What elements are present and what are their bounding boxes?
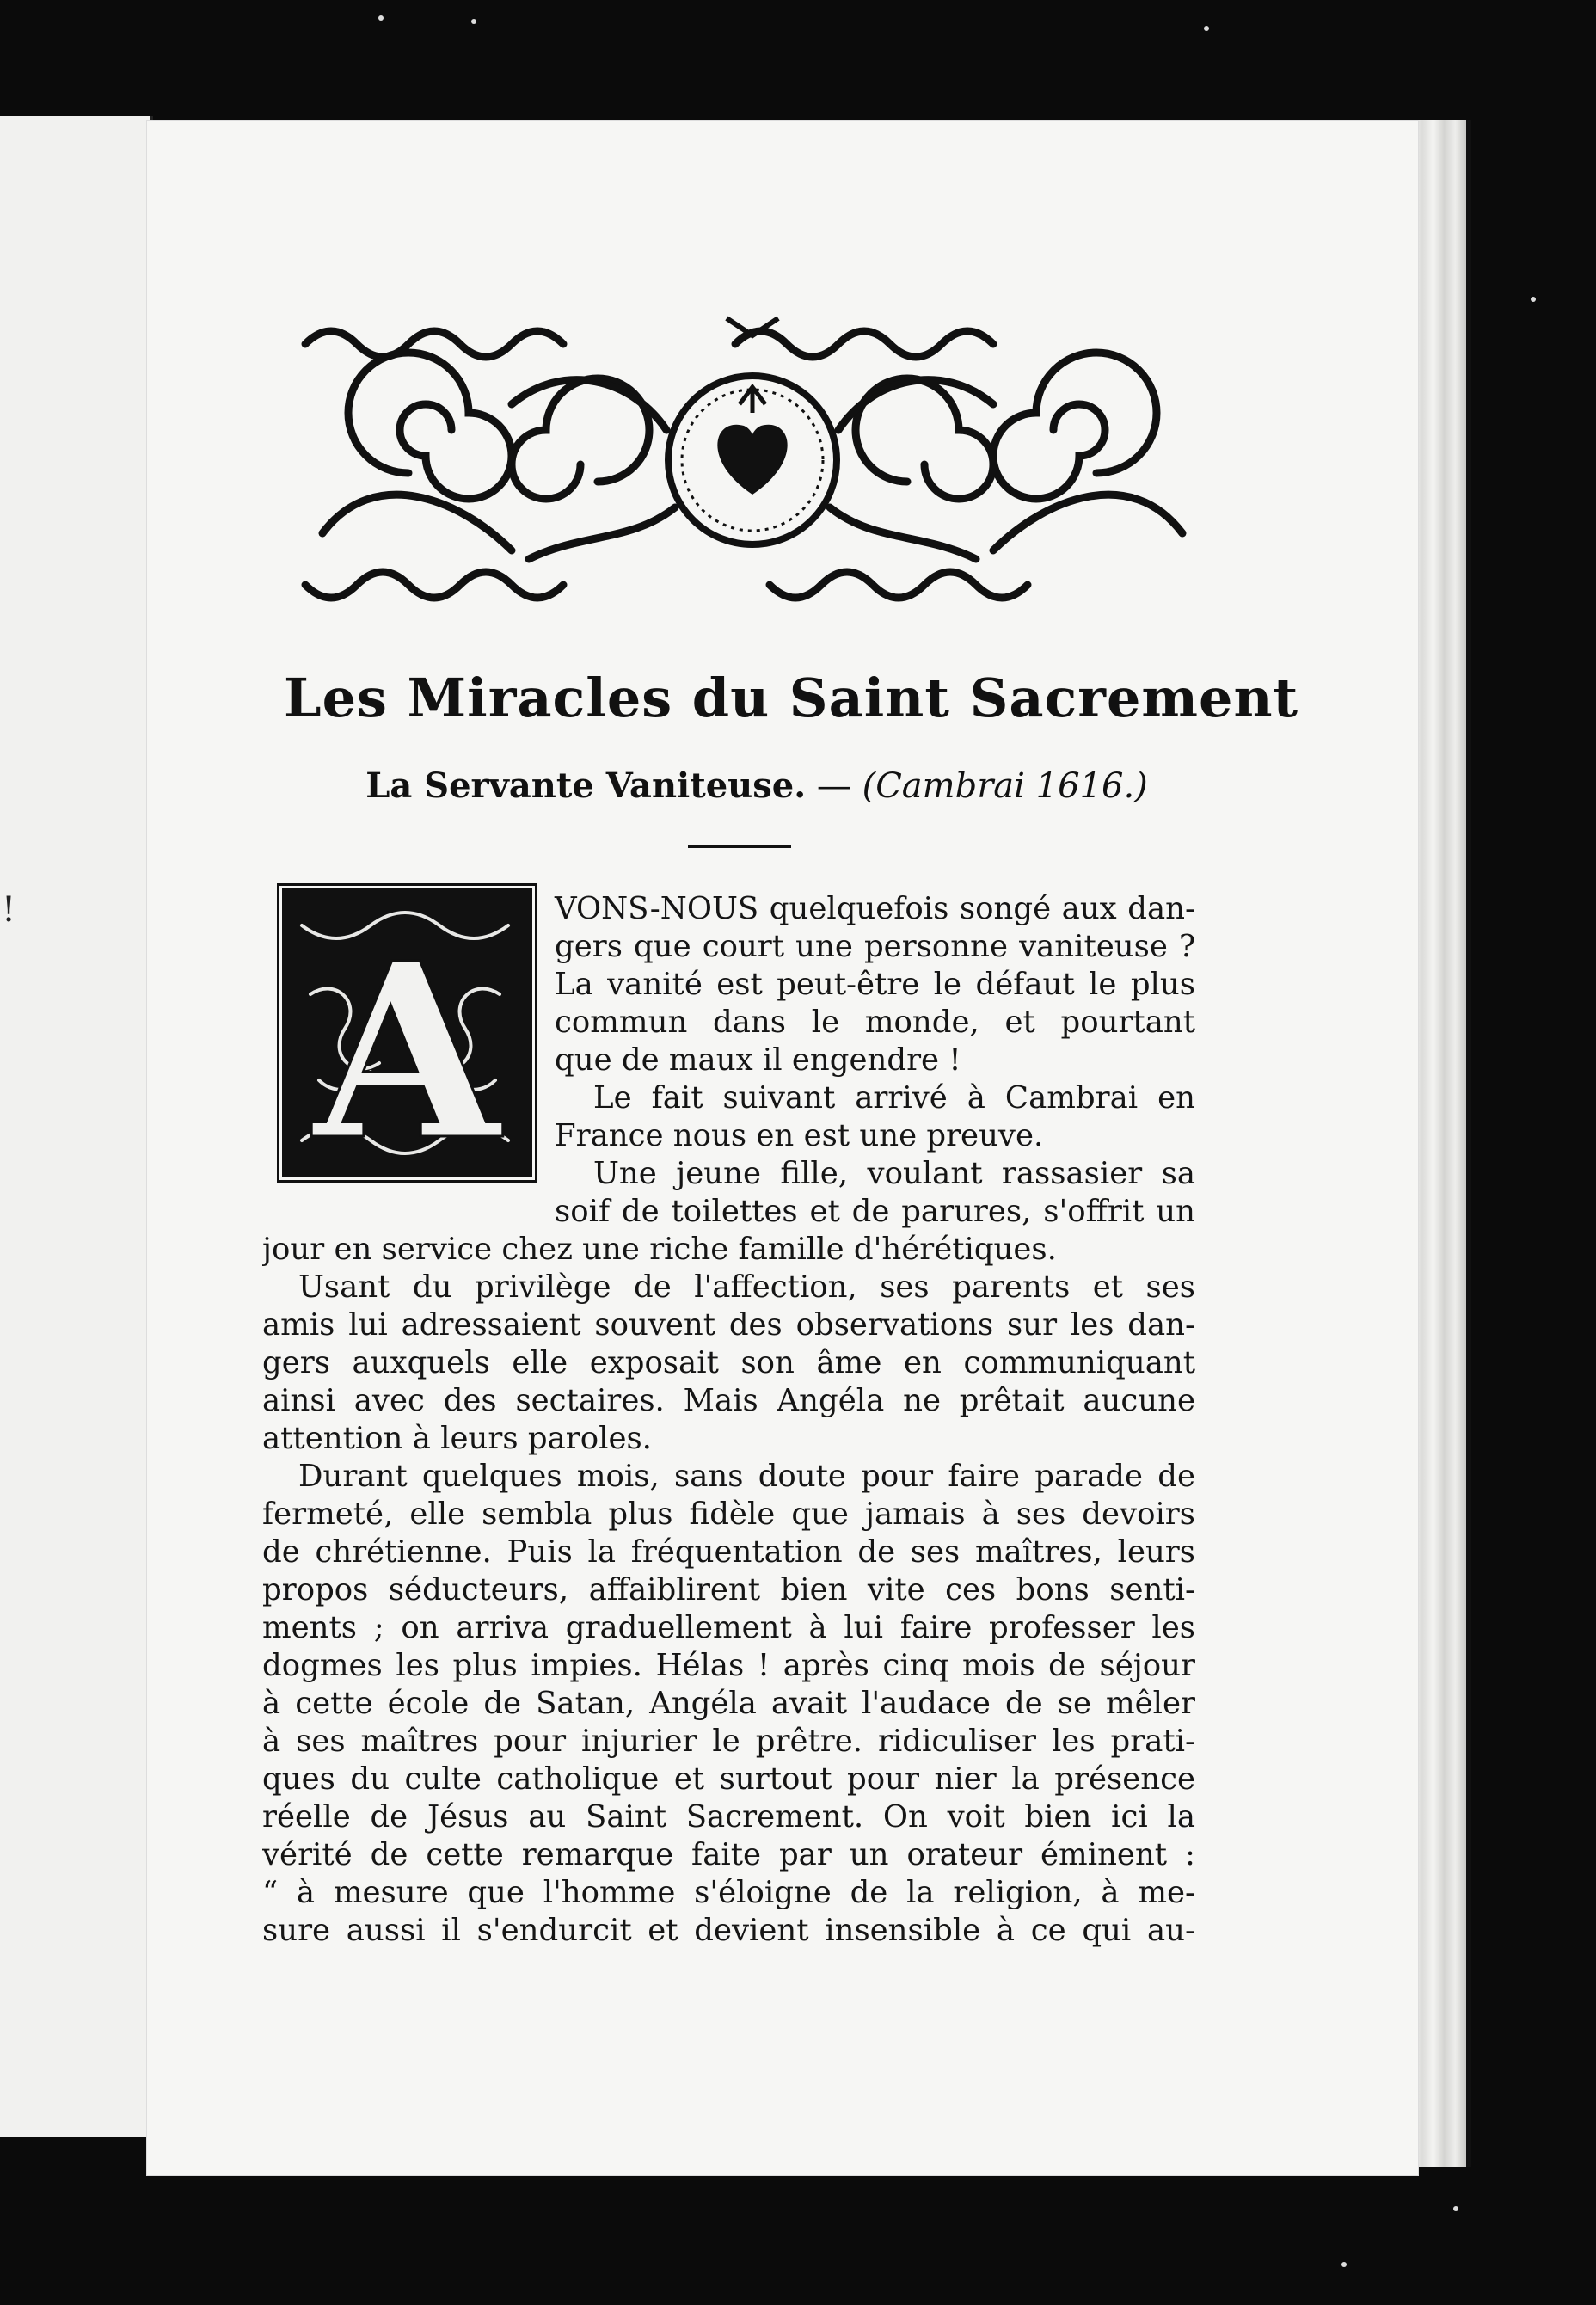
text-line: gers auxquels elle exposait son âme en communiquant: [262, 1345, 1195, 1380]
text-line: fermeté, elle sembla plus fidèle que jamais à ses devoirs: [262, 1497, 1195, 1532]
text-line: vérité de cette remarque faite par un orateur éminent :: [262, 1837, 1195, 1872]
text-line: à ses maîtres pour injurier le prêtre. ridiculiser les prati-: [262, 1724, 1195, 1759]
text-line: Durant quelques mois, sans doute pour faire parade de: [298, 1459, 1195, 1494]
text-line: Le fait suivant arrivé à Cambrai en: [593, 1080, 1195, 1116]
text-line: commun dans le monde, et pourtant: [555, 1005, 1195, 1040]
text-line: “ à mesure que l'homme s'éloigne de la religion, à me-: [262, 1875, 1195, 1910]
text-line: ments ; on arriva graduellement à lui faire professer les: [262, 1610, 1195, 1645]
text-line: attention à leurs paroles.: [262, 1421, 652, 1456]
text-line: de chrétienne. Puis la fréquentation de ses maîtres, leurs: [262, 1534, 1195, 1570]
title-rule: [688, 845, 791, 848]
text-line: ques du culte catholique et surtout pour nier la présence: [262, 1761, 1195, 1797]
text-line: soif de toilettes et de parures, s'offrit un: [555, 1194, 1195, 1229]
subtitle-dash: —: [806, 766, 862, 806]
text-line: France nous en est une preuve.: [555, 1118, 1044, 1153]
left-page-mark: !: [2, 890, 16, 930]
text-line: que de maux il engendre !: [555, 1042, 961, 1078]
subtitle: [327, 765, 1187, 806]
text-line: réelle de Jésus au Saint Sacrement. On voit bien ici la: [262, 1799, 1195, 1835]
left-page-edge: [0, 116, 153, 2137]
text-line: Usant du privilège de l'affection, ses parents et ses: [298, 1269, 1195, 1305]
text-line: sure aussi il s'endurcit et devient insensible à ce qui au-: [262, 1913, 1195, 1948]
text-line: gers que court une personne vaniteuse ?: [555, 929, 1195, 964]
dropcap-letter: A: [313, 911, 500, 1175]
text-line: ainsi avec des sectaires. Mais Angéla ne prêtait aucune: [262, 1383, 1195, 1418]
ornament-headpiece: [288, 310, 1217, 619]
text-line: dogmes les plus impies. Hélas ! après cinq mois de séjour: [262, 1648, 1195, 1683]
text-line: à cette école de Satan, Angéla avait l'audace de se mêler: [262, 1686, 1195, 1721]
subtitle-main: La Servante Vaniteuse.: [365, 765, 807, 806]
page-title: Les Miracles du Saint Sacrement: [284, 667, 1299, 729]
text-line: Une jeune fille, voulant rassasier sa: [593, 1156, 1195, 1191]
subtitle-place: (Cambrai 1616.): [862, 766, 1148, 806]
text-line: jour en service chez une riche famille d'hérétiques.: [262, 1232, 1057, 1267]
text-line: VONS-NOUS quelquefois songé aux dan-: [555, 891, 1195, 926]
body-text: [262, 890, 1195, 1950]
text-line: La vanité est peut-être le défaut le plus: [555, 967, 1195, 1002]
text-line: amis lui adressaient souvent des observations sur les dan-: [262, 1307, 1195, 1343]
text-line: propos séducteurs, affaiblirent bien vite ces bons senti-: [262, 1572, 1195, 1607]
